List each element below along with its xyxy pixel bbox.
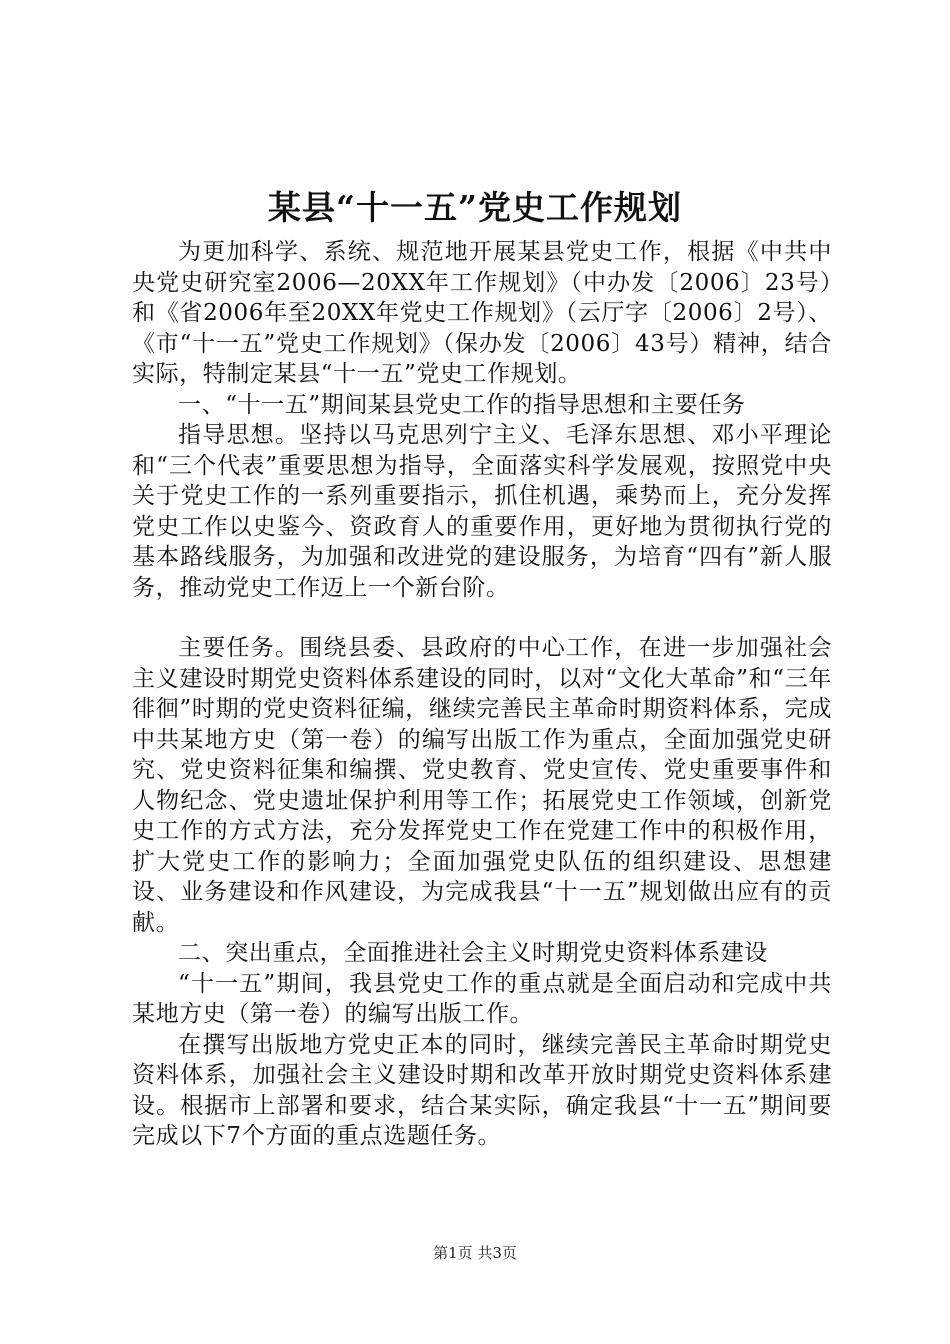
page-footer: 第1页 共3页 xyxy=(433,1244,517,1262)
paragraph-topics: 在撰写出版地方党史正本的同时，继续完善民主革命时期党史资料体系，加强社会主义建设时期和改革开放时期党史资料体系建设。根据市上部署和要求，结合某实际，确定我县“十一五”期间要完成以下7个方面的重点选题任务。 xyxy=(132,1031,832,1149)
document-body xyxy=(132,237,832,1152)
paragraph-main-tasks: 主要任务。围绕县委、县政府的中心工作，在进一步加强社会主义建设时期党史资料体系建设的同时，以对“文化大革命”和“三年徘徊”时期的党史资料征编，继续完善民主革命时期资料体系，完成中共某地方史（第一卷）的编写出版工作为重点，全面加强党史研究、党史资料征集和编撰、党史教育、党史宣传、党史重要事件和人物纪念、党史遗址保护利用等工作；拓展党史工作领域，创新党史工作的方式方法，充分发挥党史工作在党建工作中的积极作用，扩大党史工作的影响力；全面加强党史队伍的组织建设、思想建设、业务建设和作风建设，为完成我县“十一五”规划做出应有的贡献。 xyxy=(132,635,832,936)
section-heading-2: 二、突出重点，全面推进社会主义时期党史资料体系建设 xyxy=(178,940,768,966)
paragraph-focus: “十一五”期间，我县党史工作的重点就是全面启动和完成中共某地方史（第一卷）的编写出版工作。 xyxy=(132,970,832,1027)
document-title: 某县“十一五”党史工作规划 xyxy=(268,188,682,227)
paragraph-guiding-thought: 指导思想。坚持以马克思列宁主义、毛泽东思想、邓小平理论和“三个代表”重要思想为指导，全面落实科学发展观，按照党中央关于党史工作的一系列重要指示，抓住机遇，乘势而上，充分发挥党史工作以史鉴今、资政育人的重要作用，更好地为贯彻执行党的基本路线服务，为加强和改进党的建设服务，为培育“四有”新人服务，推动党史工作迈上一个新台阶。 xyxy=(132,422,832,601)
section-heading-1: 一、“十一五”期间某县党史工作的指导思想和主要任务 xyxy=(178,391,746,418)
paragraph-intro: 为更加科学、系统、规范地开展某县党史工作，根据《中共中央党史研究室2006—20XX年工作规划》（中办发〔2006〕23号）和《省2006年至20XX年党史工作规划》（云厅字〔2006〕2号）、《市“十一五”党史工作规划》（保办发〔2006〕43号）精神，结合实际，特制定某县“十一五”党史工作规划。 xyxy=(132,239,832,387)
